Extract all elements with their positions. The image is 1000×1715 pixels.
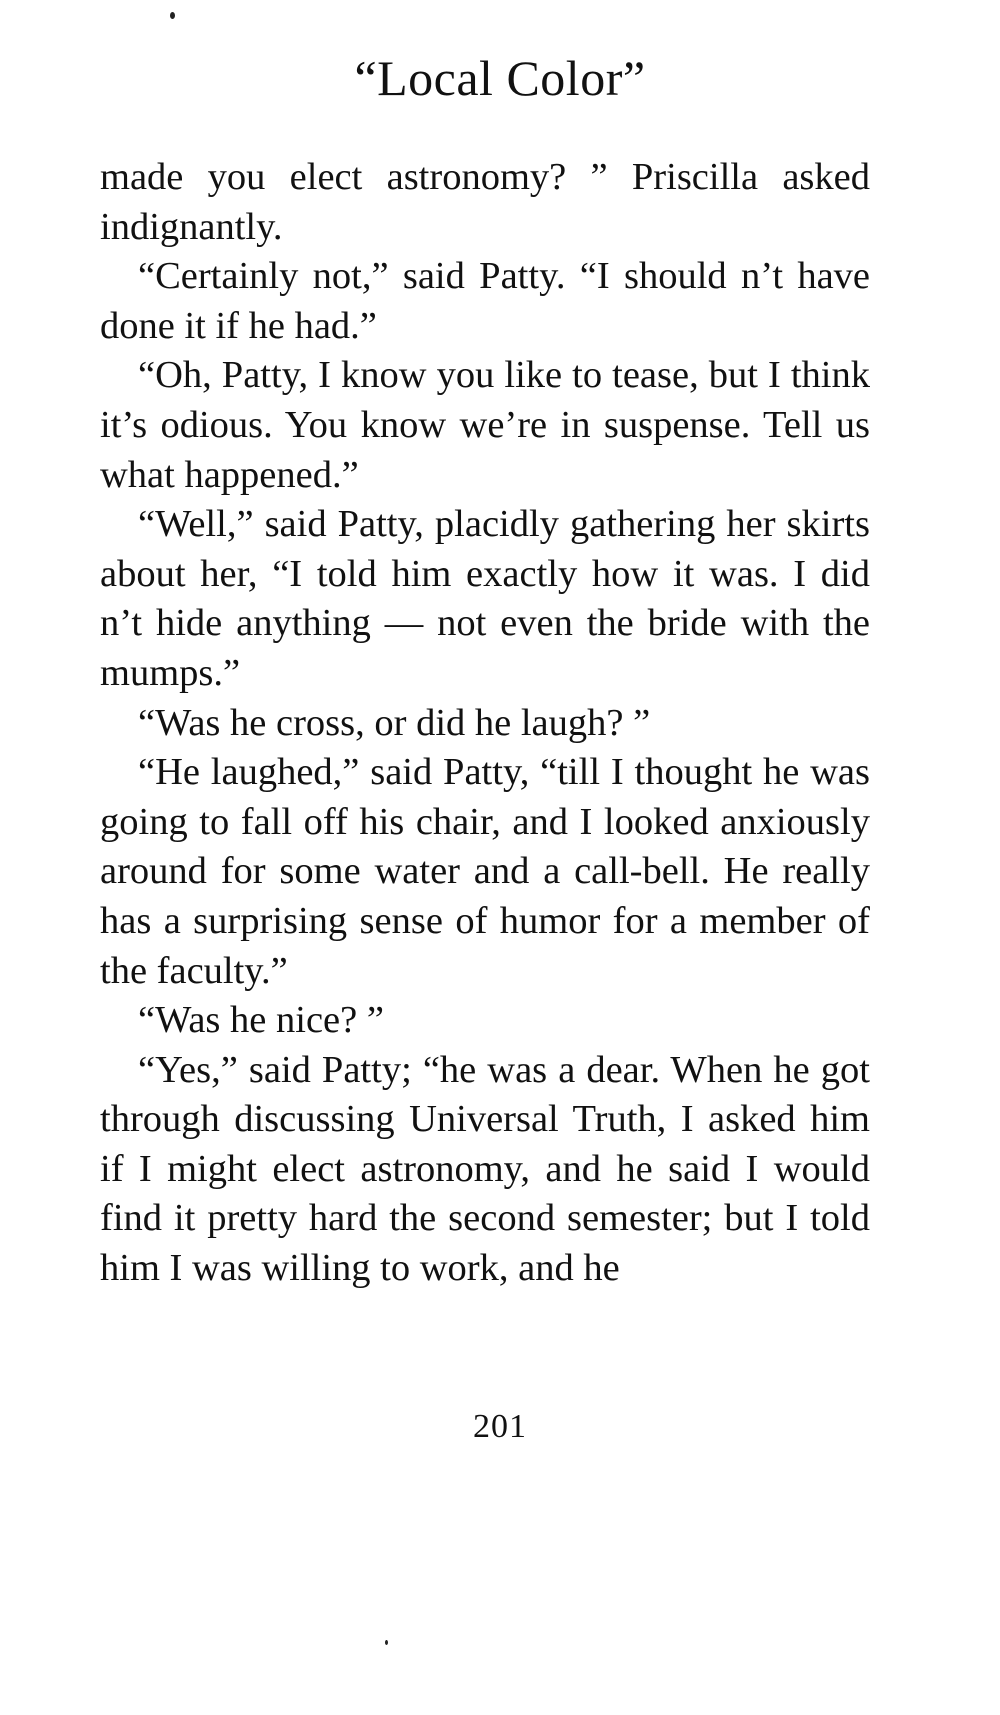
running-head: “Local Color” <box>354 50 646 106</box>
paragraph: “He laughed,” said Patty, “till I thought he was going to fall off his chair, and I looked anxiously around for some water and a call-bell. He really has a surprising sense of humor for a member of the faculty.” <box>100 751 870 992</box>
paragraph: “Certainly not,” said Patty. “I should n’t have done it if he had.” <box>100 255 870 347</box>
paragraph: “Was he cross, or did he laugh? ” <box>138 701 651 744</box>
paragraph: “Well,” said Patty, placidly gathering her skirts about her, “I told him exactly how it was. I did n’t hide anything — not even the bride with the mumps.” <box>100 503 870 694</box>
paragraph-continuation: made you elect astronomy? ” Priscilla asked indignantly. <box>100 156 870 248</box>
print-speck <box>385 1640 388 1645</box>
page-number: 201 <box>473 1408 527 1445</box>
paragraph: “Was he nice? ” <box>138 999 384 1042</box>
paragraph: “Oh, Patty, I know you like to tease, but I think it’s odious. You know we’re in suspense. Tell us what happened.” <box>100 354 870 496</box>
body-text <box>100 153 870 1294</box>
print-speck <box>170 12 175 19</box>
paragraph: “Yes,” said Patty; “he was a dear. When he got through discussing Universal Truth, I asked him if I might elect astronomy, and he said I would find it pretty hard the second semester; but I told him I was willing to work, and he <box>100 1048 870 1290</box>
